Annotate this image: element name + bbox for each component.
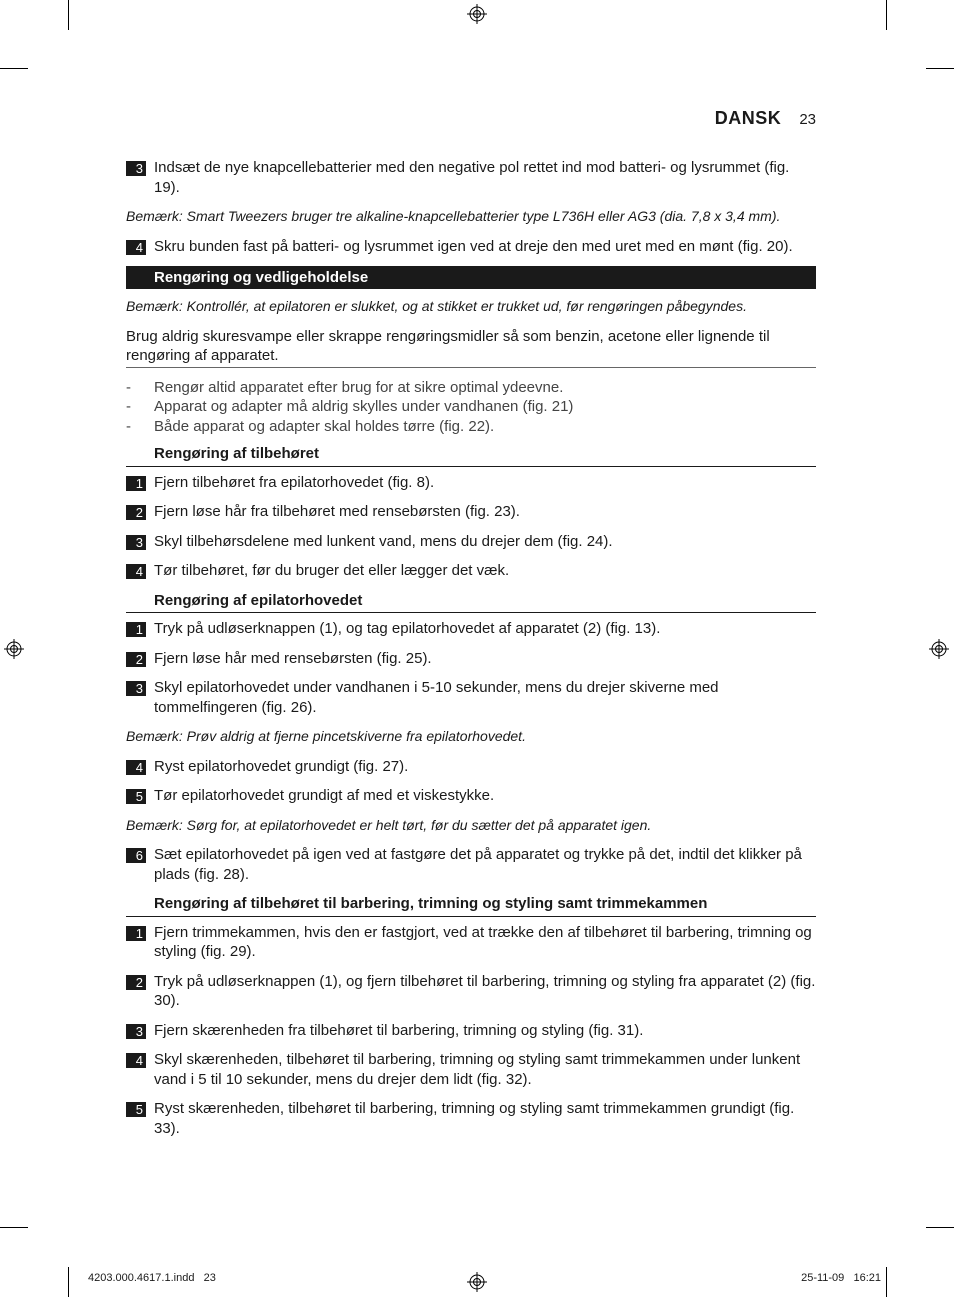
language-label: DANSK (714, 108, 782, 128)
step-text: Skyl tilbehørsdelene med lunkent vand, mens du drejer dem (fig. 24). (154, 532, 613, 550)
step-item (126, 532, 816, 552)
step-number: 3 (126, 535, 146, 550)
warning-text: Brug aldrig skuresvampe eller skrappe rengøringsmidler så som benzin, acetone eller lignende til rengøring af apparatet. (126, 327, 816, 368)
registration-target-icon (467, 1272, 487, 1292)
footer-datetime: 25-11-09 16:21 (801, 1272, 881, 1284)
note: Bemærk: Kontrollér, at epilatoren er slukket, og at stikket er trukket ud, før rengøringen påbegyndes. (126, 298, 747, 314)
step-text: Fjern skærenheden fra tilbehøret til barbering, trimning og styling (fig. 31). (154, 1021, 644, 1039)
step-number: 3 (126, 1024, 146, 1039)
step-item (126, 757, 816, 777)
note: Bemærk: Smart Tweezers bruger tre alkaline-knapcellebatterier type L736H eller AG3 (dia. 7,8 x 3,4 mm). (126, 208, 781, 224)
step-item (126, 158, 816, 197)
list-item-text: Både apparat og adapter skal holdes tørre (fig. 22). (154, 417, 495, 435)
crop-mark (68, 1267, 69, 1297)
section-title: Rengøring og vedligeholdelse (126, 266, 816, 289)
list-item-text: Rengør altid apparatet efter brug for at sikre optimal ydeevne. (154, 378, 564, 396)
registration-target-icon (467, 4, 487, 24)
step-number: 4 (126, 1053, 146, 1068)
step-text: Fjern løse hår fra tilbehøret med rensebørsten (fig. 23). (154, 503, 520, 520)
footer-file-info: 4203.000.4617.1.indd 23 (88, 1272, 216, 1284)
step-item (126, 923, 816, 962)
step-number: 4 (126, 564, 146, 579)
step-text: Skyl skærenheden, tilbehøret til barbering, trimning og styling samt trimmekammen under lunkent vand i 5 til 10 sekunder, mens du drejer dem lidt (fig. 32). (154, 1051, 801, 1088)
crop-mark (68, 0, 69, 30)
note: Bemærk: Prøv aldrig at fjerne pincetskiverne fra epilatorhovedet. (126, 728, 526, 744)
step-number: 1 (126, 926, 146, 941)
subsection-title: Rengøring af tilbehøret til barbering, trimning og styling samt trimmekammen (126, 894, 816, 917)
step-item (126, 649, 816, 669)
step-text: Tryk på udløserknappen (1), og tag epilatorhovedet af apparatet (2) (fig. 13). (154, 620, 661, 637)
crop-mark (886, 1267, 887, 1297)
step-text: Tryk på udløserknappen (1), og fjern tilbehøret til barbering, trimning og styling fra apparatet (2) (fig. 30). (154, 972, 816, 1009)
step-number: 2 (126, 975, 146, 990)
step-number: 2 (126, 505, 146, 520)
step-item (126, 786, 816, 806)
step-item (126, 972, 816, 1011)
page-content (126, 158, 816, 1148)
step-text: Sæt epilatorhovedet på igen ved at fastgøre det på apparatet og trykke på det, indtil det klikker på plads (fig. 28). (154, 846, 802, 883)
step-item (126, 845, 816, 884)
list-item: - Både apparat og adapter skal holdes tørre (fig. 22). (126, 417, 495, 435)
list-item: - Apparat og adapter må aldrig skylles under vandhanen (fig. 21) (126, 398, 574, 415)
step-number: 5 (126, 1102, 146, 1117)
step-item (126, 502, 816, 522)
step-text: Ryst epilatorhovedet grundigt (fig. 27). (154, 757, 409, 775)
crop-mark (0, 68, 28, 69)
step-number: 3 (126, 161, 146, 176)
list-item-text: Apparat og adapter må aldrig skylles under vandhanen (fig. 21) (154, 398, 574, 415)
step-text: Skyl epilatorhovedet under vandhanen i 5-10 sekunder, mens du drejer skiverne med tommelfingeren (fig. 26). (154, 679, 719, 716)
step-number: 4 (126, 760, 146, 775)
step-item (126, 237, 816, 257)
step-number: 1 (126, 622, 146, 637)
registration-target-icon (929, 639, 949, 659)
step-text: Tør epilatorhovedet grundigt af med et viskestykke. (154, 787, 495, 804)
step-number: 3 (126, 681, 146, 696)
crop-mark (0, 1227, 28, 1228)
subsection-title: Rengøring af epilatorhovedet (126, 591, 816, 614)
step-text: Skru bunden fast på batteri- og lysrummet igen ved at dreje den med uret med en mønt (fig. 20). (154, 237, 793, 255)
step-item (126, 619, 816, 639)
step-text: Indsæt de nye knapcellebatterier med den negative pol rettet ind mod batteri- og lysrummet (fig. 19). (154, 159, 790, 196)
step-item (126, 1099, 816, 1138)
step-number: 4 (126, 240, 146, 255)
note: Bemærk: Sørg for, at epilatorhovedet er helt tørt, før du sætter det på apparatet igen. (126, 816, 652, 833)
step-item (126, 561, 816, 581)
step-number: 1 (126, 476, 146, 491)
step-item (126, 678, 816, 717)
step-number: 2 (126, 652, 146, 667)
step-text: Tør tilbehøret, før du bruger det eller lægger det væk. (154, 562, 510, 579)
step-text: Ryst skærenheden, tilbehøret til barbering, trimning og styling samt trimmekammen grundigt (fig. 33). (154, 1100, 795, 1137)
page-header (715, 108, 816, 129)
crop-mark (926, 1227, 954, 1228)
step-item (126, 473, 816, 493)
registration-target-icon (4, 639, 24, 659)
page-number: 23 (799, 111, 816, 128)
bullet-list (126, 378, 816, 437)
step-text: Fjern tilbehøret fra epilatorhovedet (fig. 8). (154, 473, 435, 491)
step-item (126, 1021, 816, 1041)
crop-mark (926, 68, 954, 69)
subsection-title: Rengøring af tilbehøret (126, 444, 816, 467)
step-text: Fjern trimmekammen, hvis den er fastgjort, ved at trække den af tilbehøret til barbering, trimning og styling (fig. 29). (154, 923, 812, 960)
step-number: 5 (126, 789, 146, 804)
step-item (126, 1050, 816, 1089)
list-item: - Rengør altid apparatet efter brug for at sikre optimal ydeevne. (126, 378, 564, 396)
step-number: 6 (126, 848, 146, 863)
crop-mark (886, 0, 887, 30)
step-text: Fjern løse hår med rensebørsten (fig. 25). (154, 649, 432, 667)
